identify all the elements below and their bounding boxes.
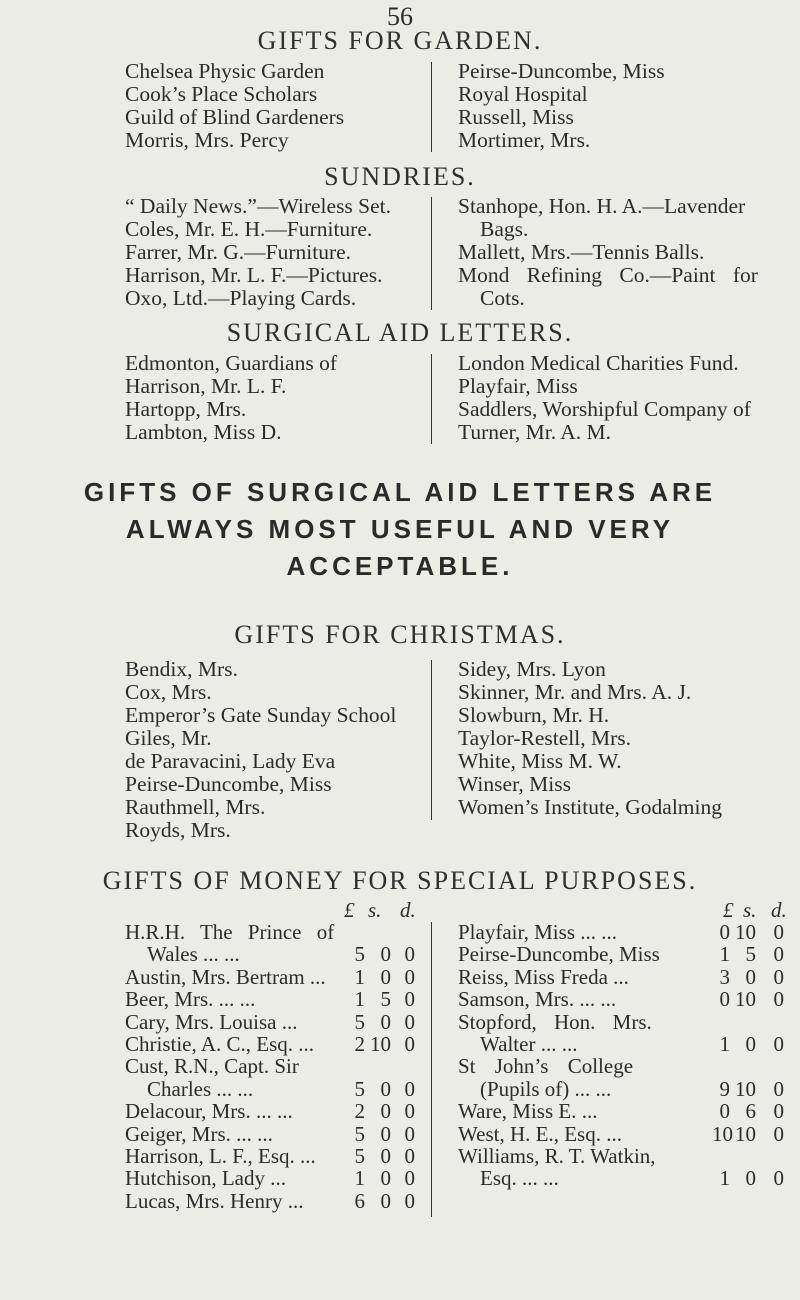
list-item: Mond Refining Co.—Paint for <box>458 263 758 287</box>
column-divider <box>431 197 432 310</box>
surgical-right-list <box>458 352 751 444</box>
pence-value: 0 <box>404 1188 415 1213</box>
list-item: Farrer, Mr. G.—Furniture. <box>125 240 352 264</box>
pounds-value: 5 <box>354 1143 365 1168</box>
pence-value: 0 <box>404 987 415 1012</box>
list-item: Hartopp, Mrs. <box>125 397 247 421</box>
garden-left-list <box>125 60 344 152</box>
shillings-value: 0 <box>380 942 391 967</box>
pence-value: 0 <box>773 942 784 967</box>
shillings-value: 6 <box>745 1099 756 1124</box>
pence-value: 0 <box>404 1031 415 1056</box>
pence-value: 0 <box>404 964 415 989</box>
page-number: 56 <box>387 2 413 31</box>
pounds-value: 5 <box>354 1009 365 1034</box>
shillings-value: 0 <box>380 1009 391 1034</box>
shillings-value: 0 <box>745 1166 756 1191</box>
table-row <box>458 943 793 965</box>
pence-value: 0 <box>773 987 784 1012</box>
table-row <box>458 921 793 943</box>
sundries-left-list <box>125 195 391 310</box>
list-item: Giles, Mr. <box>125 726 212 750</box>
list-item: Peirse-Duncombe, Miss <box>125 772 332 796</box>
table-row <box>125 943 420 965</box>
table-row <box>458 966 793 988</box>
shillings-value: 0 <box>380 1143 391 1168</box>
list-item: Playfair, Miss <box>458 374 578 398</box>
shillings-value: 10 <box>735 920 756 944</box>
list-item: Sidey, Mrs. Lyon <box>458 657 606 681</box>
list-item: Women’s Institute, Godalming <box>458 795 723 819</box>
table-row <box>458 1033 793 1055</box>
list-item: Lambton, Miss D. <box>125 420 282 444</box>
table-row <box>458 1011 793 1033</box>
list-item: Stanhope, Hon. H. A.—Lavender <box>458 194 746 218</box>
table-row <box>458 1078 793 1100</box>
shillings-value: 0 <box>380 1188 391 1213</box>
pounds-value: 1 <box>719 1031 730 1056</box>
list-item: Cook’s Place Scholars <box>125 82 318 106</box>
list-item: Mallett, Mrs.—Tennis Balls. <box>458 240 705 264</box>
table-row <box>125 921 420 943</box>
shillings-value: 0 <box>380 1099 391 1124</box>
donor-name: Lucas, Mrs. Henry ... <box>125 1188 304 1213</box>
pence-value: 0 <box>773 1166 784 1191</box>
shillings-value: 0 <box>380 1076 391 1101</box>
table-row <box>125 1123 420 1145</box>
list-item: Royds, Mrs. <box>125 818 231 842</box>
list-item: Harrison, Mr. L. F. <box>125 374 287 398</box>
pence-value: 0 <box>773 1099 784 1124</box>
table-row <box>458 1145 793 1167</box>
table-row <box>125 966 420 988</box>
notice-line-3: ACCEPTABLE. <box>286 551 514 581</box>
garden-right-list <box>458 60 665 152</box>
list-item: Chelsea Physic Garden <box>125 59 325 83</box>
list-item: Cox, Mrs. <box>125 680 212 704</box>
pounds-value: 10 <box>712 1121 733 1146</box>
shillings-value: 5 <box>745 942 756 967</box>
donor-name: Delacour, Mrs. ... ... <box>125 1099 293 1124</box>
shillings-value: 10 <box>735 987 756 1012</box>
pounds-value: 1 <box>354 1166 365 1191</box>
pence-value: 0 <box>404 1121 415 1146</box>
list-item: Morris, Mrs. Percy <box>125 128 289 152</box>
shillings-value: 0 <box>745 964 756 989</box>
shillings-value: 0 <box>380 1166 391 1191</box>
surgical-heading: SURGICAL AID LETTERS. <box>226 318 574 347</box>
donor-name: Hutchison, Lady ... <box>125 1166 286 1191</box>
list-item: Mortimer, Mrs. <box>458 128 591 152</box>
pence-value: 0 <box>773 964 784 989</box>
shillings-value: 0 <box>745 1031 756 1056</box>
list-item: Bags. <box>480 217 529 241</box>
table-row <box>125 1011 420 1033</box>
list-item: Saddlers, Worshipful Company of <box>458 397 751 421</box>
donor-name: Stopford, Hon. Mrs. <box>458 1009 652 1034</box>
table-row <box>125 1033 420 1055</box>
list-item: Cots. <box>480 286 525 310</box>
pence-value: 0 <box>773 920 784 944</box>
donor-name: Esq. ... ... <box>480 1166 559 1191</box>
list-item: Royal Hospital <box>458 82 588 106</box>
list-item: Bendix, Mrs. <box>125 657 238 681</box>
donor-name: (Pupils of) ... ... <box>480 1076 612 1101</box>
donor-name: Samson, Mrs. ... ... <box>458 987 617 1012</box>
pence-header: d. <box>771 898 787 922</box>
pence-value: 0 <box>404 1099 415 1124</box>
shillings-value: 10 <box>370 1031 391 1056</box>
column-divider <box>431 922 432 1217</box>
shillings-header: s. <box>368 898 382 922</box>
list-item: de Paravacini, Lady Eva <box>125 749 336 773</box>
list-item: Edmonton, Guardians of <box>125 351 337 375</box>
donor-name: Cust, R.N., Capt. Sir <box>125 1054 299 1079</box>
list-item: Russell, Miss <box>458 105 574 129</box>
list-item: Skinner, Mr. and Mrs. A. J. <box>458 680 692 704</box>
pence-value: 0 <box>773 1076 784 1101</box>
pence-value: 0 <box>404 1166 415 1191</box>
table-row <box>125 1100 420 1122</box>
table-row <box>125 988 420 1010</box>
pounds-value: 0 <box>719 987 730 1012</box>
pounds-value: 2 <box>354 1031 365 1056</box>
pounds-value: 0 <box>719 920 730 944</box>
shillings-value: 10 <box>735 1121 756 1146</box>
table-row <box>125 1190 420 1212</box>
pounds-header: £ <box>344 898 355 922</box>
donor-name: Geiger, Mrs. ... ... <box>125 1121 273 1146</box>
list-item: “ Daily News.”—Wireless Set. <box>125 194 392 218</box>
table-row <box>458 1100 793 1122</box>
pence-value: 0 <box>773 1031 784 1056</box>
table-row <box>125 1167 420 1189</box>
list-item: White, Miss M. W. <box>458 749 622 773</box>
shillings-value: 0 <box>380 964 391 989</box>
donor-name: Harrison, L. F., Esq. ... <box>125 1143 316 1168</box>
list-item: Guild of Blind Gardeners <box>125 105 345 129</box>
table-row <box>458 988 793 1010</box>
special-left-list <box>125 921 420 1212</box>
shillings-header: s. <box>743 898 757 922</box>
donor-name: St John’s College <box>458 1054 634 1079</box>
list-item: Coles, Mr. E. H.—Furniture. <box>125 217 373 241</box>
pence-value: 0 <box>404 942 415 967</box>
table-row <box>125 1078 420 1100</box>
column-divider <box>431 62 432 152</box>
list-item: Turner, Mr. A. M. <box>458 420 612 444</box>
pounds-value: 5 <box>354 1076 365 1101</box>
list-item: Oxo, Ltd.—Playing Cards. <box>125 286 357 310</box>
donor-name: Beer, Mrs. ... ... <box>125 987 256 1012</box>
garden-heading: GIFTS FOR GARDEN. <box>257 26 543 55</box>
pence-value: 0 <box>404 1076 415 1101</box>
list-item: Harrison, Mr. L. F.—Pictures. <box>125 263 383 287</box>
shillings-value: 0 <box>380 1121 391 1146</box>
list-item: Peirse-Duncombe, Miss <box>458 59 665 83</box>
pounds-value: 2 <box>354 1099 365 1124</box>
shillings-value: 5 <box>380 987 391 1012</box>
pounds-value: 9 <box>719 1076 730 1101</box>
donor-name: Walter ... ... <box>480 1031 578 1056</box>
pounds-value: 1 <box>354 987 365 1012</box>
christmas-right-list <box>458 658 722 819</box>
donor-name: Charles ... ... <box>147 1076 254 1101</box>
surgical-left-list <box>125 352 337 444</box>
pounds-value: 1 <box>719 1166 730 1191</box>
list-item: Emperor’s Gate Sunday School <box>125 703 397 727</box>
column-divider <box>431 354 432 444</box>
special-right-list <box>458 921 793 1190</box>
donor-name: Playfair, Miss ... ... <box>458 920 617 944</box>
column-divider <box>431 660 432 820</box>
list-item: London Medical Charities Fund. <box>458 351 739 375</box>
christmas-left-list <box>125 658 396 842</box>
pounds-value: 6 <box>354 1188 365 1213</box>
table-row <box>458 1055 793 1077</box>
pounds-value: 1 <box>354 964 365 989</box>
special-heading: GIFTS OF MONEY FOR SPECIAL PURPOSES. <box>102 866 698 895</box>
donor-name: Christie, A. C., Esq. ... <box>125 1031 315 1056</box>
pounds-value: 3 <box>719 964 730 989</box>
donor-name: West, H. E., Esq. ... <box>458 1121 622 1146</box>
donor-name: Wales ... ... <box>147 942 240 967</box>
notice-line-2: ALWAYS MOST USEFUL AND VERY <box>125 514 675 544</box>
sundries-right-list <box>458 195 788 310</box>
table-row <box>458 1167 793 1189</box>
pounds-value: 1 <box>719 942 730 967</box>
pounds-value: 0 <box>719 1099 730 1124</box>
list-item: Rauthmell, Mrs. <box>125 795 266 819</box>
donor-name: Peirse-Duncombe, Miss <box>458 942 660 967</box>
pence-header: d. <box>400 898 416 922</box>
pounds-header: £ <box>723 898 734 922</box>
donor-name: Williams, R. T. Watkin, <box>458 1143 656 1168</box>
christmas-heading: GIFTS FOR CHRISTMAS. <box>234 620 566 649</box>
list-item: Taylor-Restell, Mrs. <box>458 726 632 750</box>
pounds-value: 5 <box>354 942 365 967</box>
notice-line-1: GIFTS OF SURGICAL AID LETTERS ARE <box>83 477 717 507</box>
table-row <box>125 1055 420 1077</box>
pence-value: 0 <box>404 1143 415 1168</box>
table-row <box>125 1145 420 1167</box>
pence-value: 0 <box>404 1009 415 1034</box>
list-item: Winser, Miss <box>458 772 571 796</box>
donor-name: Ware, Miss E. ... <box>458 1099 598 1124</box>
shillings-value: 10 <box>735 1076 756 1101</box>
donor-name: Reiss, Miss Freda ... <box>458 964 629 989</box>
donor-name: H.R.H. The Prince of <box>125 920 335 944</box>
list-item: Slowburn, Mr. H. <box>458 703 610 727</box>
pence-value: 0 <box>773 1121 784 1146</box>
table-row <box>458 1123 793 1145</box>
pounds-value: 5 <box>354 1121 365 1146</box>
sundries-heading: SUNDRIES. <box>324 162 476 191</box>
donor-name: Austin, Mrs. Bertram ... <box>125 964 326 989</box>
donor-name: Cary, Mrs. Louisa ... <box>125 1009 298 1034</box>
